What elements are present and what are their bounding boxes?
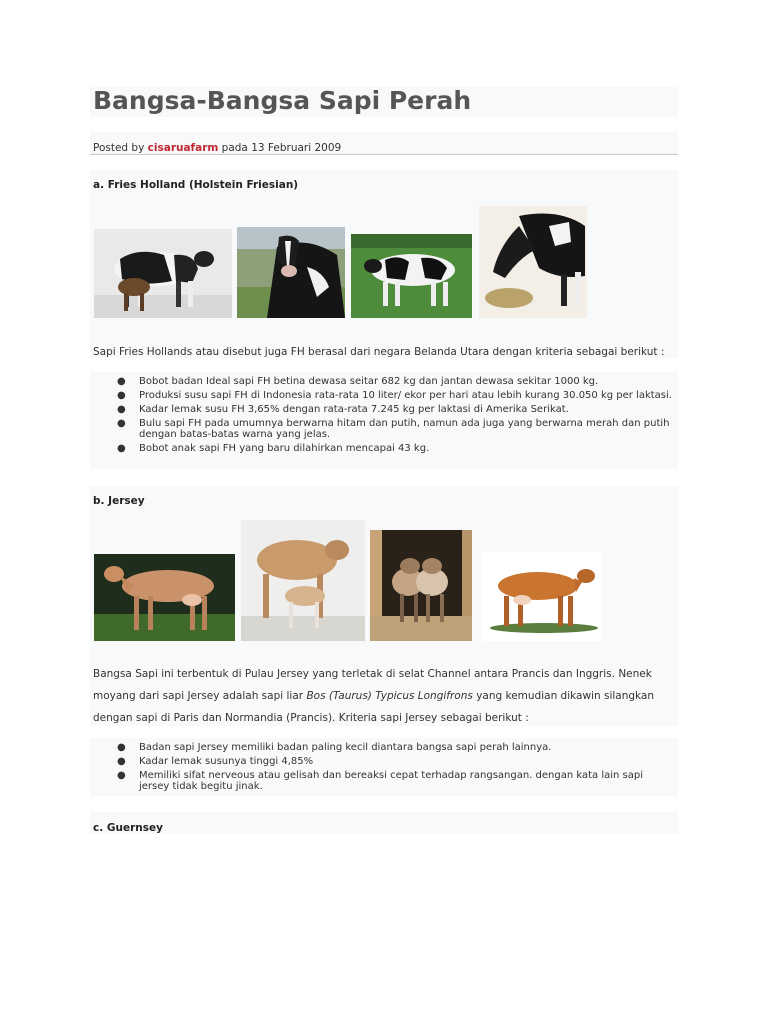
section-heading-jersey: b. Jersey — [93, 495, 145, 507]
byline-middle: pada — [221, 142, 248, 154]
bullet-icon: ● — [117, 404, 126, 415]
list-item: ● Bulu sapi FH pada umumnya berwarna hitam dan putih, namun ada juga yang berwarna merah dan putih dengan batas-batas warna yang jelas. — [117, 418, 670, 440]
bullet-icon: ● — [117, 770, 126, 781]
jersey-cow-illustration — [482, 552, 602, 641]
jersey-description-line: dengan sapi di Paris dan Normandia (Prancis). Kriteria sapi Jersey sebagai berikut : — [93, 712, 529, 724]
author-link[interactable]: cisaruafarm — [147, 142, 219, 154]
jersey-description-line: Bangsa Sapi ini terbentuk di Pulau Jersey yang terletak di selat Channel antara Prancis dan Inggris. Nenek — [93, 668, 652, 680]
bullet-icon: ● — [117, 443, 126, 454]
fries-holland-criteria-list — [93, 376, 673, 457]
bullet-icon: ● — [117, 756, 126, 767]
section-heading-guernsey: c. Guernsey — [93, 822, 163, 834]
bullet-icon: ● — [117, 418, 126, 429]
list-item: ● Kadar lemak susunya tinggi 4,85% — [117, 756, 314, 767]
jersey-cow-photo-2 — [241, 520, 365, 641]
list-item: ● Kadar lemak susu FH 3,65% dengan rata-rata 7.245 kg per laktasi di Amerika Serikat. — [117, 404, 569, 415]
fries-holland-cow-photo-1 — [94, 229, 232, 318]
fries-holland-cow-photo-3 — [351, 234, 472, 318]
byline-divider — [90, 154, 678, 155]
list-item: ● Badan sapi Jersey memiliki badan paling kecil diantara bangsa sapi perah lainnya. — [117, 742, 552, 753]
bullet-icon: ● — [117, 376, 126, 387]
jersey-cow-photo-1 — [94, 554, 235, 641]
byline — [93, 142, 341, 154]
post-date: 13 Februari 2009 — [251, 142, 342, 154]
jersey-criteria-list — [93, 742, 673, 795]
fries-holland-cow-photo-2 — [237, 227, 345, 318]
bullet-icon: ● — [117, 742, 126, 753]
jersey-calves-photo — [370, 530, 472, 641]
byline-prefix: Posted by — [93, 142, 145, 154]
fries-holland-intro: Sapi Fries Hollands atau disebut juga FH berasal dari negara Belanda Utara dengan kriteria sebagai berikut : — [93, 346, 665, 358]
page-title: Bangsa-Bangsa Sapi Perah — [93, 86, 472, 115]
guernsey-band — [90, 812, 678, 834]
section-heading-fries-holland: a. Fries Holland (Holstein Friesian) — [93, 179, 299, 191]
species-name: Bos (Taurus) Typicus Longifrons — [306, 690, 473, 702]
list-item: ● Memiliki sifat nerveous atau gelisah dan bereaksi cepat terhadap rangsangan. dengan kata lain sapi jersey tidak begitu jinak. — [117, 770, 644, 792]
bullet-icon: ● — [117, 390, 126, 401]
list-item: ● Bobot anak sapi FH yang baru dilahirkan mencapai 43 kg. — [117, 443, 430, 454]
jersey-description — [93, 663, 663, 729]
list-item: ● Bobot badan Ideal sapi FH betina dewasa seitar 682 kg dan jantan dewasa sekitar 1000 kg. — [117, 376, 599, 387]
jersey-description-line: moyang dari sapi Jersey adalah sapi liar Bos (Taurus) Typicus Longifrons yang kemudian dikawin silangkan — [93, 690, 655, 702]
list-item: ● Produksi susu sapi FH di Indonesia rata-rata 10 liter/ ekor per hari atau lebih kurang 30.050 kg per laktasi. — [117, 390, 672, 401]
fries-holland-cow-photo-4 — [479, 206, 587, 318]
